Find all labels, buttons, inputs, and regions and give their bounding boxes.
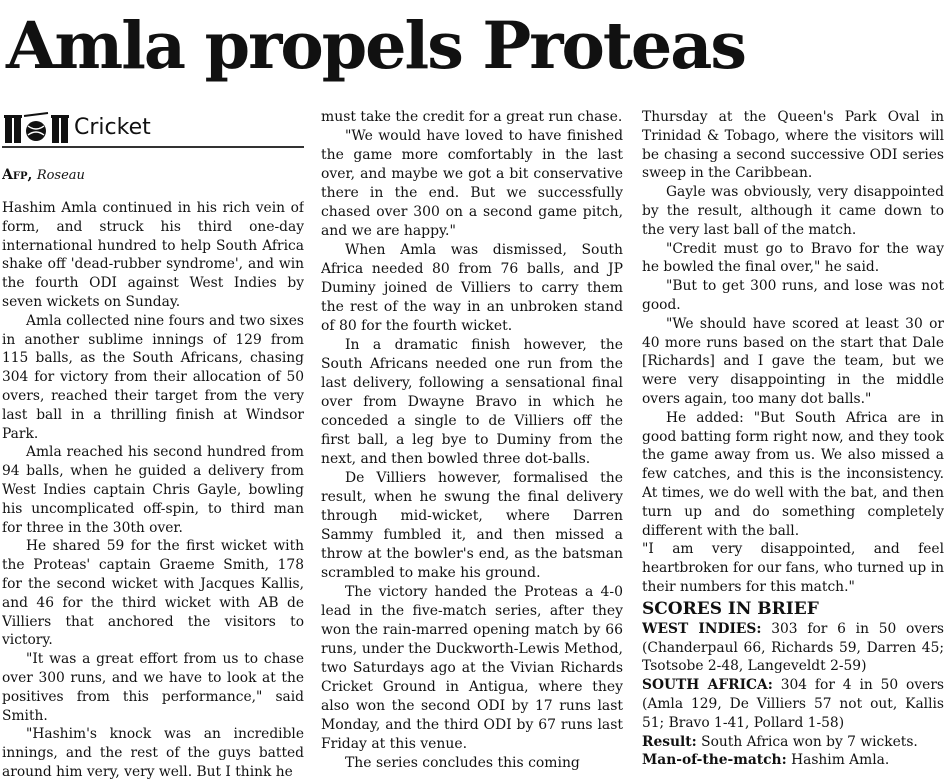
section-header — [2, 110, 304, 148]
paragraph: The series concludes this coming — [345, 755, 580, 771]
article-column-2 — [321, 108, 623, 783]
score-text: 303 for 6 in 50 overs (Chanderpaul 66, Richards 59, Darren 45; Tsotsobe 2-48, Langeveldt 2-59) — [642, 620, 944, 675]
paragraph: Thursday at the Queen's Park Oval in Trinidad & Tobago, where the visitors will be chasing a second successive ODI series sweep in the Caribbean. — [642, 109, 944, 182]
paragraph: "Credit must go to Bravo for the way he bowled the final over," he said. — [642, 240, 944, 276]
paragraph: must take the credit for a great run chase. — [321, 109, 623, 125]
paragraph: In a dramatic finish however, the South Africans needed one run from the last delivery, following a sensational final over from Dwayne Bravo in which he conceded a single to de Villiers off the first ball, a leg bye to Duminy from the next, and then bowled three dot-balls. — [321, 337, 623, 467]
score-text: 304 for 4 in 50 overs (Amla 129, De Villiers 57 not out, Kallis 51; Bravo 1-41, Pollard 1-58) — [642, 677, 944, 731]
paragraph: Amla collected nine fours and two sixes in another sublime innings of 129 from 115 balls, as the South Africans, chasing 304 for victory from their allocation of 50 overs, reached their target from the very last ball in a thrilling finish at Windsor Park. — [2, 312, 304, 442]
scores-man-of-match — [642, 751, 944, 770]
paragraph: "We would have loved to have finished the game more comfortably in the last over, and maybe we got a bit conservative there in the end. But we successfully chased over 300 on a second game pitch, and we are happy." — [321, 128, 623, 239]
paragraph: The victory handed the Proteas a 4-0 lead in the five-match series, after they won the rain-marred opening match by 66 runs, under the Duckworth-Lewis Method, two Saturdays ago at the Vivian Richards Cricket Ground in Antigua, where they also won the second ODI by 17 runs last Monday, and the third ODI by 67 runs last Friday at this venue. — [321, 584, 623, 752]
paragraph: Amla reached his second hundred from 94 balls, when he guided a delivery from West Indies captain Chris Gayle, bowling his uncomplicated off-spin, to third man for three in the 30th over. — [2, 444, 304, 536]
scores-south-africa — [642, 676, 944, 732]
team-label: SOUTH AFRICA: — [642, 677, 773, 694]
result-text: South Africa won by 7 wickets. — [696, 733, 918, 750]
paragraph: Hashim Amla continued in his rich vein of form, and struck his third one-day international hundred to help South Africa shake off 'dead-rubber syndrome', and win the fourth ODI against West Indies by seven wickets on Sunday. — [2, 200, 304, 310]
paragraph: He shared 59 for the first wicket with the Proteas' captain Graeme Smith, 178 for the second wicket with Jacques Kallis, and 46 for the third wicket with AB de Villiers that anchored the visitors to victory. — [2, 538, 304, 649]
article-column-3 — [642, 108, 944, 783]
byline — [2, 166, 304, 185]
section-label: Cricket — [74, 115, 151, 140]
result-label: Result: — [642, 733, 697, 750]
cricket-bat-ball-icon — [4, 112, 70, 144]
paragraph: He added: "But South Africa are in good batting form right now, and they took the game away from us. We also missed a few catches, and this is the inconsistency. At times, we do well with the bat, and then turn up and do something completely different with the ball. — [642, 409, 944, 539]
scores-result — [642, 733, 944, 752]
paragraph: Gayle was obviously, very disappointed by the result, although it came down to the very last ball of the match. — [642, 184, 944, 238]
byline-agency: Afp, — [2, 167, 33, 183]
article-column-1 — [2, 110, 304, 783]
scores-title: SCORES IN BRIEF — [642, 598, 819, 619]
paragraph: De Villiers however, formalised the result, when he swung the final delivery through mid-wicket, where Darren Sammy fumbled it, and then missed a throw at the bowler's end, as the batsman scrambled to make his ground. — [321, 470, 623, 581]
headline: Amla propels Proteas — [6, 8, 745, 84]
paragraph: "We should have scored at least 30 or 40 more runs based on the start that Dale [Richards] and I gave the team, but we were very disappointing in the middle overs again, too many dot balls." — [642, 315, 944, 407]
paragraph: "Hashim's knock was an incredible innings, and the rest of the guys batted around him very, very well. But I think he — [2, 726, 304, 780]
paragraph: "I am very disappointed, and feel heartbroken for our fans, who turned up in their numbers for this match." — [642, 541, 944, 595]
paragraph: "But to get 300 runs, and lose was not good. — [642, 278, 944, 313]
byline-place: Roseau — [36, 168, 85, 183]
paragraph: When Amla was dismissed, South Africa needed 80 from 76 balls, and JP Duminy joined de Villiers to carry them the rest of the way in an unbroken stand of 80 for the fourth wicket. — [321, 242, 623, 334]
scores-west-indies — [642, 620, 944, 676]
team-label: WEST INDIES: — [642, 620, 762, 637]
motm-text: Hashim Amla. — [786, 752, 890, 769]
motm-label: Man-of-the-match: — [642, 752, 787, 769]
paragraph: "It was a great effort from us to chase over 300 runs, and we have to look at the positives from this performance," said Smith. — [2, 651, 304, 724]
